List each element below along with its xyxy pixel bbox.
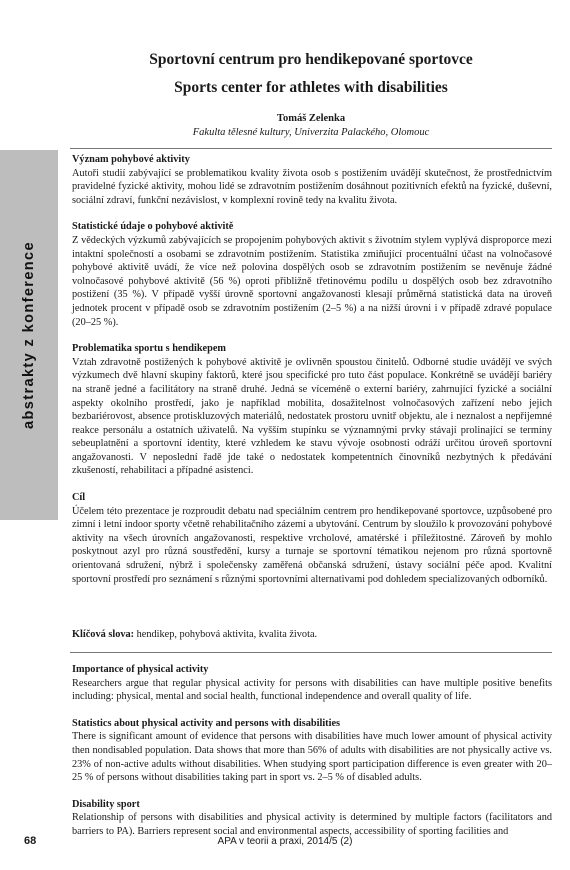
keywords-label: Klíčová slova: bbox=[72, 629, 135, 640]
section-text: Researchers argue that regular physical activity for persons with disabilities can have multiple positive benefits including: physical, mental and social health, functional independence and overall quality of life. bbox=[72, 677, 552, 703]
section-text: Relationship of persons with disabilities and physical activity is determined by multiple factors (facilitators and barriers to PA). Barriers represent social and environmental aspects, accessibility of sporting facilities and bbox=[72, 812, 552, 837]
czech-abstract bbox=[72, 153, 552, 599]
section-en-importance bbox=[72, 663, 552, 704]
author-affiliation: Fakulta tělesné kultury, Univerzita Palackého, Olomouc bbox=[192, 127, 430, 138]
section-heading: Problematika sportu s hendikepem bbox=[72, 343, 226, 355]
section-text: Autoři studií zabývající se problematikou kvality života osob s postižením uvádějí skutečnost, že prostřednictvím pravidelné fyzické aktivity, mohou lidé se zdravotním postižením dosáhnout pozitivních efektů na fyzické, duševní, sociální zdraví, funkční nezávislost, v komplexní rovině tedy na kvalitu života. bbox=[72, 167, 552, 206]
english-abstract bbox=[72, 663, 552, 852]
section-text: Vztah zdravotně postižených k pohybové aktivitě je ovlivněn spoustou činitelů. Odborné studie uvádějí ve svých výzkumech dvě hlavní skupiny faktorů, které jsou specifické pro tuto část populace. Konkrétně se uvádějí bariéry na straně jedné a facilitátory na straně druhé. Jedná se víceméně o externí bariéry, zahrnující fyzické a sociální aspekty okolního prostředí, jako je například mobilita, dosažitelnost volnočasových zařízení nebo jejich bezbariérovost, absence protiskluzových materiálů, nedostatek prostoru uvnitř objektu, ale i neznalost a nepřijemné reakce personálu a ostatních uživatelů. Na vyšším stupínku se významnými prvky stávají prolinající se termíny sebeuplatnění a sportovní identity, které vzhledem ke stavu vývoje osobnosti odráží určitou úroveň sportovní angažovanosti. V neposlední řadě jde také o nedostatek kompetentních činovníků nezbytných k předávání zkušeností, rehabilitaci a případné asistenci. bbox=[72, 356, 552, 477]
section-cz-importance bbox=[72, 153, 552, 207]
section-heading: Cíl bbox=[72, 492, 86, 504]
section-heading: Importance of physical activity bbox=[72, 664, 209, 675]
sidebar-label: abstrakty z konference bbox=[21, 241, 37, 429]
journal-citation: APA v teorii a praxi, 2014/5 (2) bbox=[217, 836, 353, 847]
keywords bbox=[72, 628, 552, 642]
author-name: Tomáš Zelenka bbox=[276, 113, 346, 124]
section-text: Účelem této prezentace je rozproudit debatu nad speciálním centrem pro hendikepované sportovce, uzpůsobené pro zimní i letní indoor sporty včetně rehabilitačního zázemí a ubytování. Centrum by sloužilo k provozování pohybové aktivity na všech úrovních angažovanosti, respektive vrcholové, amatérské i příležitostné. Zároveň by mohlo poskytnout azyl pro různá soustředění, kursy a turnaje se sportovní tématikou nejenom pro různá sportovně orientovaná sdružení, nýbrž i společensky zaměřená občanská sdružení, ústavy sociální péče apod. Kvalitní sportovní prostředí pro seznámení s různými sportovními alternativami pod dohledem specializovaných odborníků. bbox=[72, 505, 552, 585]
page-number: 68 bbox=[24, 835, 37, 847]
title-czech: Sportovní centrum pro hendikepované sportovce bbox=[149, 51, 473, 68]
divider-middle bbox=[70, 652, 552, 653]
section-heading: Význam pohybové aktivity bbox=[72, 154, 190, 165]
section-cz-problems bbox=[72, 342, 552, 478]
section-heading: Statistics about physical activity and persons with disabilities bbox=[72, 717, 341, 729]
keywords-text: hendikep, pohybová aktivita, kvalita života. bbox=[134, 629, 318, 640]
title-english: Sports center for athletes with disabilities bbox=[174, 79, 448, 96]
section-cz-statistics bbox=[72, 220, 552, 329]
section-en-disability-sport bbox=[72, 798, 552, 839]
divider-top bbox=[70, 148, 552, 149]
section-text: There is significant amount of evidence that persons with disabilities have much lower amount of physical activity then nondisabled population. Data shows that more than 56% of adults with disabilities are not physically active vs. 23% of non-active adults without disabilities. When studying sport participation difference is even greater with 20–25 % of persons without disabilities taking part in sport vs. 2–5 % of disabled adults. bbox=[72, 731, 552, 784]
article-header bbox=[70, 50, 552, 140]
section-text: Z vědeckých výzkumů zabývajících se propojením pohybových aktivit s životním stylem vyplývá disproporce mezi intaktní společností a osobami se zdravotním postižením. Statistika zmiňující procentuální účast na volnočasové pohybové aktivitě uvádí, že více než polovina dospělých osob se zdravotním postižením se nevěnuje žádné volnočasové pohybové aktivitě (56 %) oproti přibližně třetinovému podílu u dospělých osob bez zdravotního postižení (35 %). V případě vyšší úrovně sportovní angažovanosti klesají průměrná statistická data na úroveň jednotek procent v případě osob se zdravotním postižením (2–5 %) a na nižší úrovni i v případě zdravé populace (20–25 %). bbox=[72, 234, 552, 328]
section-heading: Disability sport bbox=[72, 798, 140, 810]
section-cz-goal bbox=[72, 491, 552, 586]
section-heading: Statistické údaje o pohybové aktivitě bbox=[72, 221, 234, 233]
section-en-statistics bbox=[72, 717, 552, 785]
